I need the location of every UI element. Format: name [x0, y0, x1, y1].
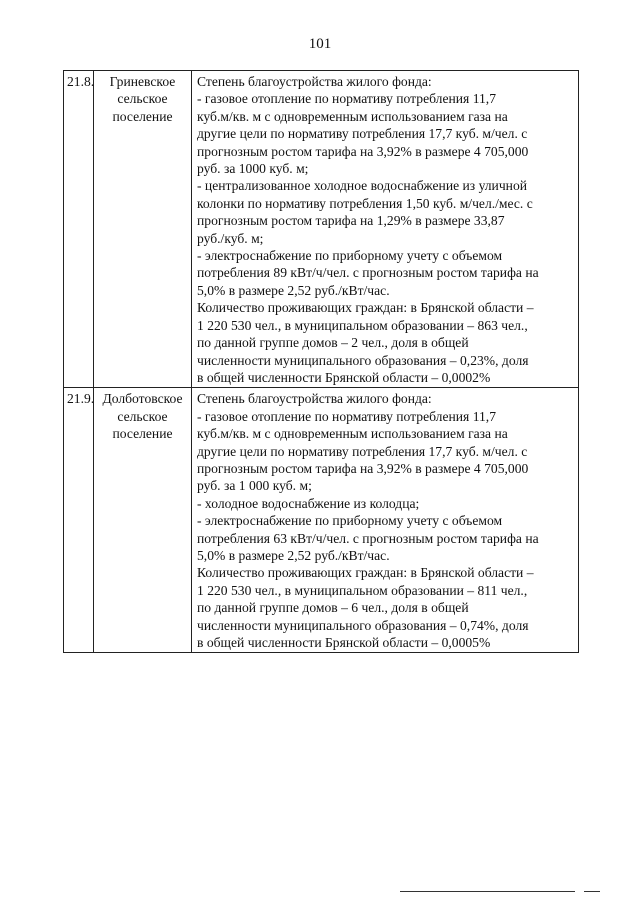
description-line: - газовое отопление по нормативу потребления 11,7: [197, 408, 496, 424]
settlement-name: [94, 71, 192, 388]
description-line: колонки по нормативу потребления 1,50 куб. м/чел./мес. с: [197, 195, 533, 211]
description-line: руб. за 1000 куб. м;: [197, 161, 309, 177]
settlement-name-line: поселение: [112, 426, 173, 442]
description-line: 5,0% в размере 2,52 руб./кВт/час.: [197, 282, 390, 298]
description-line: - холодное водоснабжение из колодца;: [197, 495, 420, 511]
description-line: - централизованное холодное водоснабжение из уличной: [197, 178, 528, 194]
housing-description: [192, 388, 579, 653]
description-line: в общей численности Брянской области – 0,0002%: [197, 369, 491, 385]
description-line: другие цели по нормативу потребления 17,7 куб. м/чел. с: [197, 126, 528, 142]
description-line: по данной группе домов – 6 чел., доля в общей: [197, 600, 469, 616]
settlement-name-line: Долботовское: [102, 391, 183, 407]
table-body: [64, 71, 579, 653]
settlement-name: [94, 388, 192, 653]
description-line: куб.м/кв. м с одновременным использованием газа на: [197, 426, 508, 442]
description-line: Степень благоустройства жилого фонда:: [197, 74, 432, 89]
settlement-name-line: сельское: [117, 91, 168, 107]
description-line: потребления 63 кВт/ч/чел. с прогнозным ростом тарифа на: [197, 530, 539, 546]
row-number: 21.9.: [64, 388, 94, 653]
description-line: численности муниципального образования – 0,74%, доля: [197, 617, 529, 633]
description-line: в общей численности Брянской области – 0,0005%: [197, 635, 491, 650]
description-line: куб.м/кв. м с одновременным использованием газа на: [197, 108, 508, 124]
description-line: - газовое отопление по нормативу потребления 11,7: [197, 91, 496, 107]
description-line: - электроснабжение по приборному учету с объемом: [197, 513, 503, 529]
settlement-name-line: Гриневское: [109, 74, 176, 89]
footer-rule: [400, 891, 575, 892]
description-line: потребления 89 кВт/ч/чел. с прогнозным ростом тарифа на: [197, 265, 539, 281]
description-line: 5,0% в размере 2,52 руб./кВт/час.: [197, 547, 390, 563]
description-line: руб./куб. м;: [197, 230, 264, 246]
table-row: [64, 388, 579, 653]
description-line: другие цели по нормативу потребления 17,7 куб. м/чел. с: [197, 443, 528, 459]
description-line: численности муниципального образования – 0,23%, доля: [197, 352, 529, 368]
housing-description: [192, 71, 579, 388]
description-line: 1 220 530 чел., в муниципальном образовании – 811 чел.,: [197, 582, 528, 598]
description-line: прогнозным ростом тарифа на 3,92% в размере 4 705,000: [197, 460, 529, 476]
description-line: 1 220 530 чел., в муниципальном образовании – 863 чел.,: [197, 317, 528, 333]
settlements-table: [63, 70, 579, 653]
page-number: 101: [308, 36, 332, 52]
description-line: Степень благоустройства жилого фонда:: [197, 391, 432, 407]
settlement-name-line: поселение: [112, 108, 173, 124]
description-line: руб. за 1 000 куб. м;: [197, 478, 312, 494]
settlement-name-line: сельское: [117, 408, 168, 424]
description-line: прогнозным ростом тарифа на 3,92% в размере 4 705,000: [197, 143, 529, 159]
row-number: 21.8.: [64, 71, 94, 388]
description-line: Количество проживающих граждан: в Брянской области –: [197, 300, 534, 316]
description-line: - электроснабжение по приборному учету с объемом: [197, 248, 503, 264]
description-line: прогнозным ростом тарифа на 1,29% в размере 33,87: [197, 213, 505, 229]
description-line: по данной группе домов – 2 чел., доля в общей: [197, 335, 469, 351]
table-row: [64, 71, 579, 388]
description-line: Количество проживающих граждан: в Брянской области –: [197, 565, 534, 581]
footer-dash: [584, 891, 600, 892]
